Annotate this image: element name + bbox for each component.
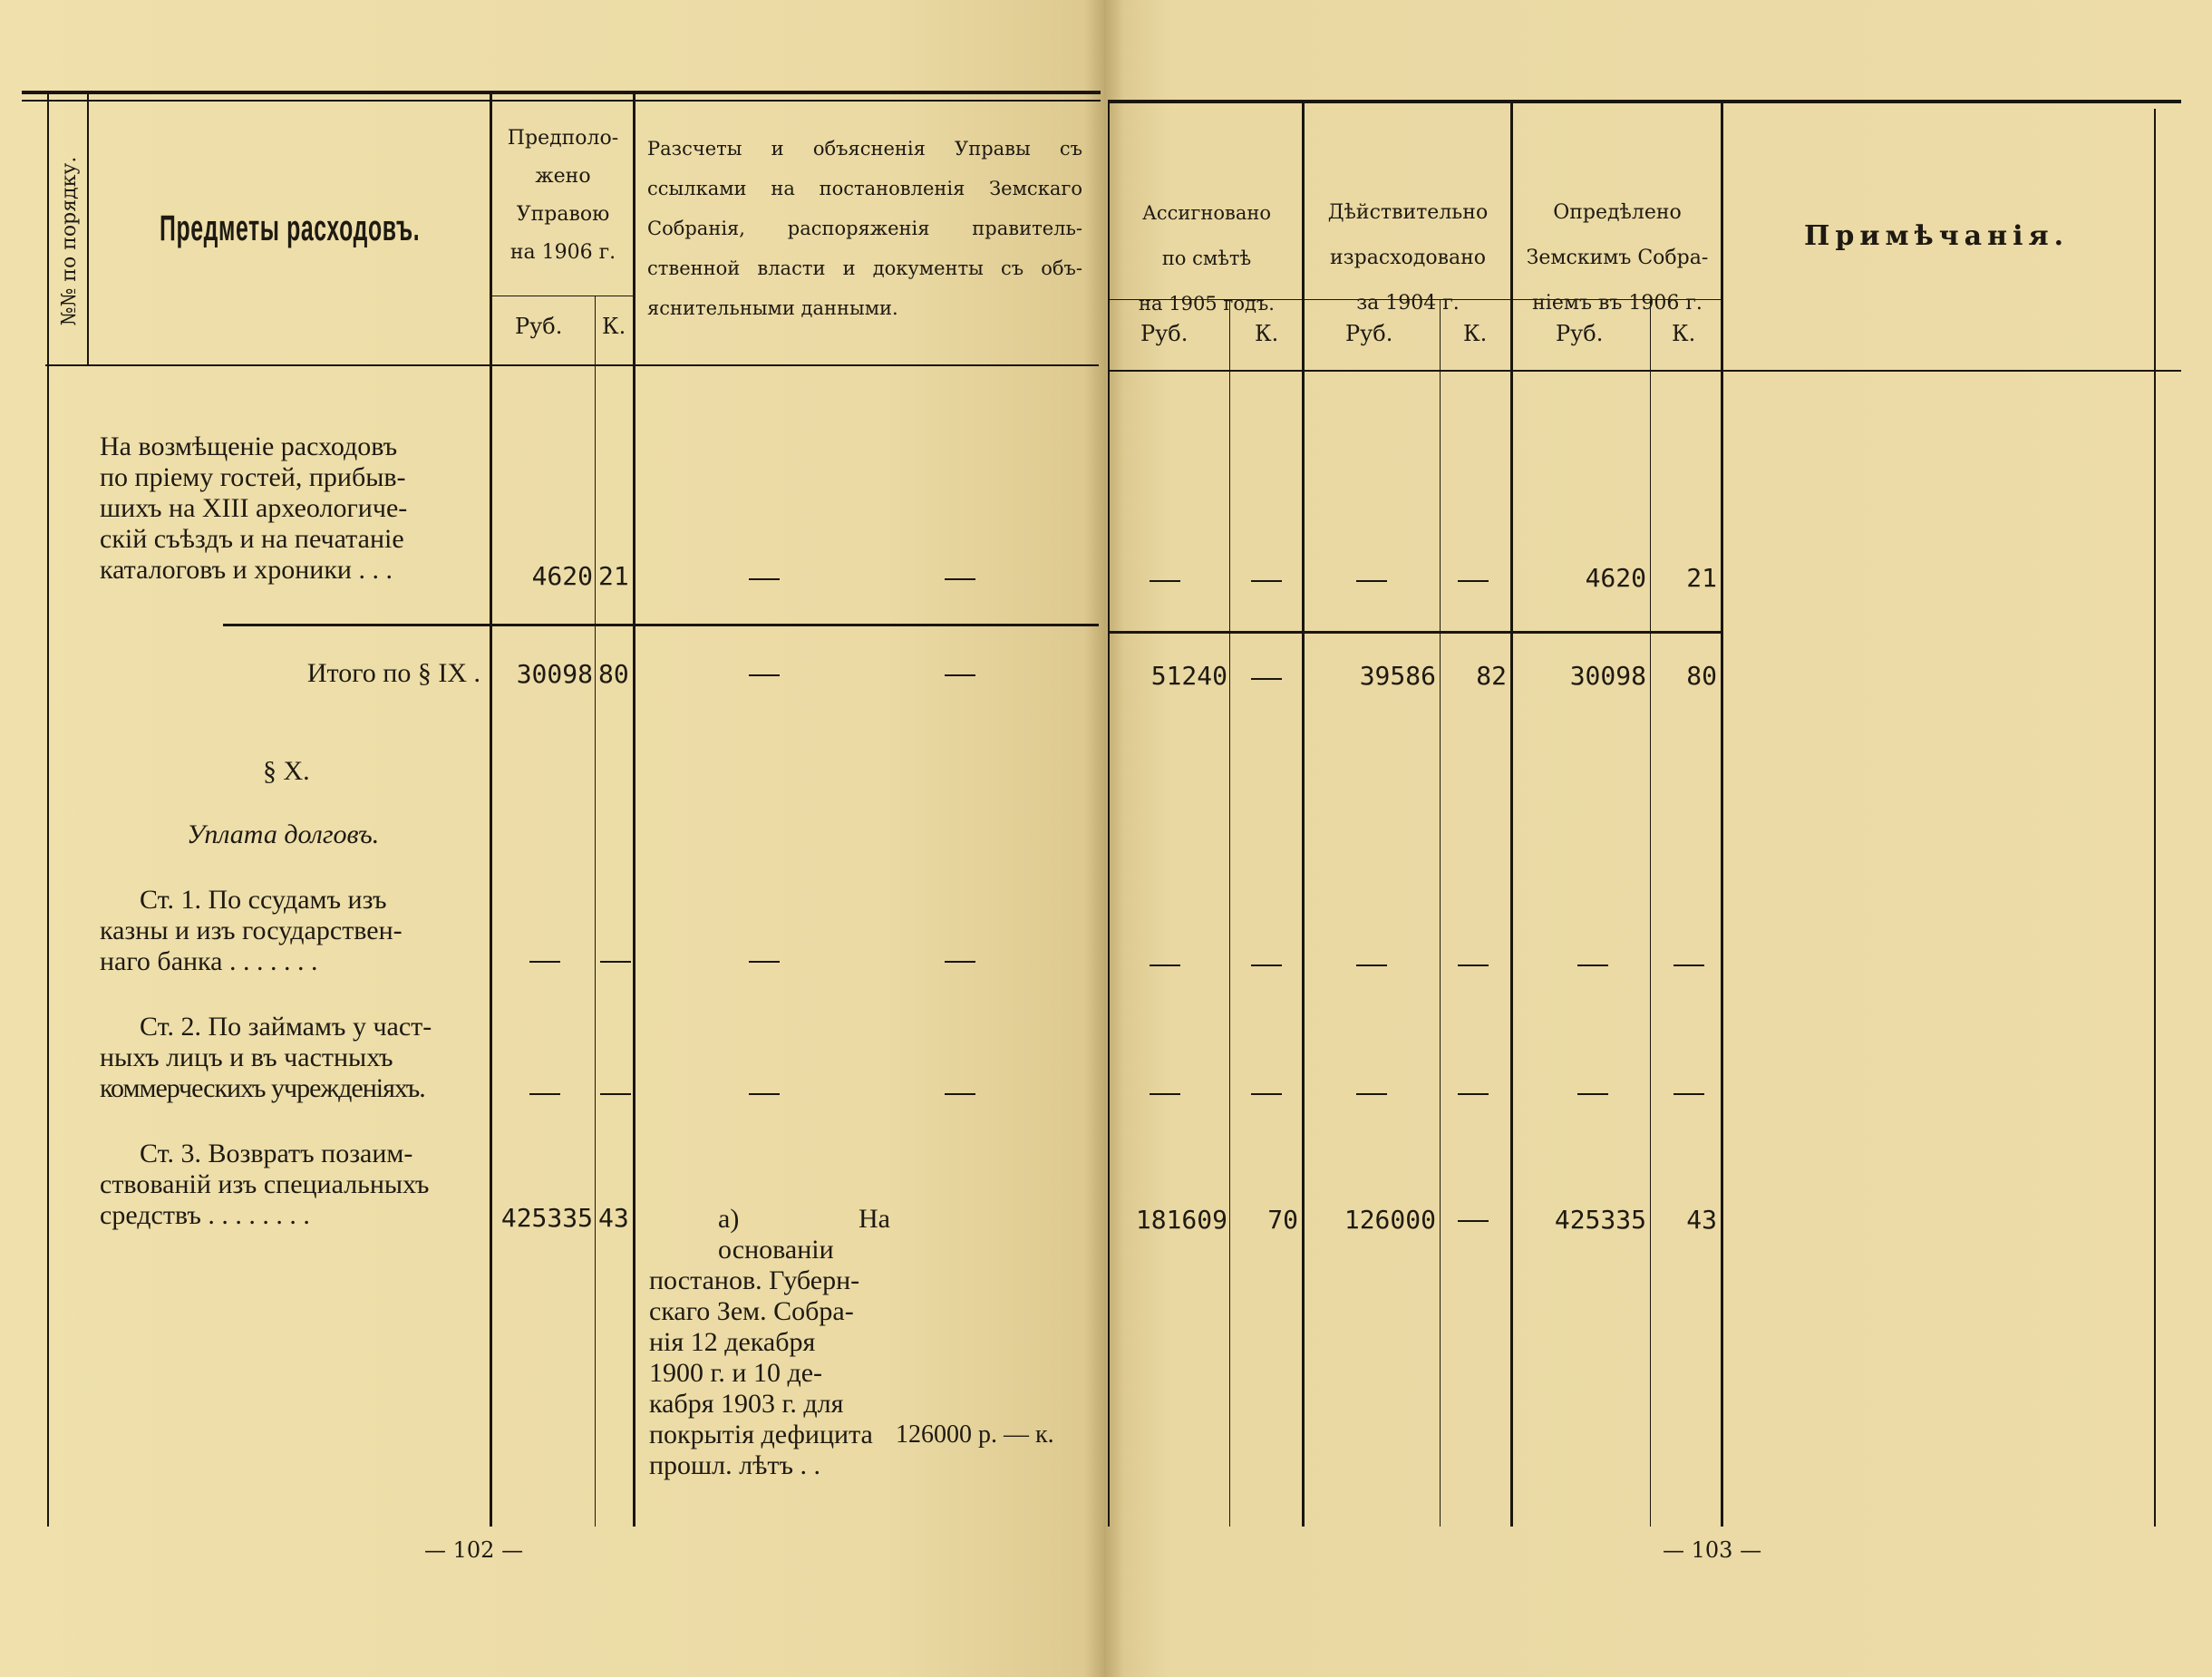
assigned-rub-header: Руб. bbox=[1140, 321, 1188, 346]
st1-text bbox=[100, 885, 480, 977]
reception-expl-dash-2 bbox=[945, 578, 975, 580]
st3-text bbox=[100, 1139, 490, 1231]
total-actual-rub: 39586 bbox=[1359, 661, 1436, 691]
total-separator-right bbox=[1108, 631, 1721, 634]
reception-line-4: скій съѣздъ и на печатаніе bbox=[100, 524, 404, 554]
notes-header: Примѣчанія. bbox=[1804, 220, 2070, 252]
st1-line-3: наго банка . . . . . . . bbox=[100, 946, 318, 976]
st2-text bbox=[100, 1012, 490, 1104]
st2-assigned-rub-dash bbox=[1150, 1093, 1180, 1095]
st2-proposed-rub-dash bbox=[529, 1093, 560, 1095]
section-title: § X. bbox=[263, 756, 310, 786]
st1-expl-dash-2 bbox=[945, 961, 975, 963]
st1-proposed-rub-dash bbox=[529, 961, 560, 963]
explanations-header-text: Разсчеты и объясненія Управы съ ссылками на постановленія Земскаго Собранія, распоряженія правитель-ственной власти и документы съ объ-яснительными данными. bbox=[647, 138, 1082, 319]
vrule-proposed-kop bbox=[595, 296, 596, 1527]
reception-line-5: каталоговъ и хроники . . . bbox=[100, 555, 393, 585]
reception-text bbox=[100, 431, 480, 586]
vrule-num-col bbox=[87, 94, 89, 366]
total-assigned-rub: 51240 bbox=[1150, 661, 1227, 691]
determined-kop-header: К. bbox=[1672, 321, 1696, 346]
header-bottom-rule-right bbox=[1108, 370, 2181, 372]
st2-expl-dash-1 bbox=[749, 1093, 780, 1095]
st3-expl-line-6: кабря 1903 г. для bbox=[649, 1389, 844, 1419]
st3-line-1: Ст. 3. Возвратъ позаим- bbox=[140, 1139, 413, 1168]
st3-actual-kop-dash bbox=[1458, 1220, 1489, 1222]
page-number-right: — 103 — bbox=[1663, 1537, 1762, 1563]
st3-expl-line-4: нія 12 декабря bbox=[649, 1327, 816, 1357]
st1-assigned-rub-dash bbox=[1150, 965, 1180, 966]
total-label: Итого по § IX . bbox=[306, 658, 480, 688]
st2-line-3: коммерческихъ учрежденіяхъ. bbox=[100, 1073, 425, 1103]
st1-determined-kop-dash bbox=[1674, 965, 1704, 966]
total-determined-kop: 80 bbox=[1686, 661, 1717, 691]
proposed-rub-header: Руб. bbox=[515, 314, 563, 339]
reception-actual-kop-dash bbox=[1458, 580, 1489, 582]
vrule-assigned bbox=[1302, 100, 1305, 1527]
st1-actual-kop-dash bbox=[1458, 965, 1489, 966]
vrule-subjects bbox=[490, 94, 492, 1527]
st1-assigned-kop-dash bbox=[1251, 965, 1282, 966]
total-expl-dash-2 bbox=[945, 674, 975, 676]
vrule-left-outer bbox=[47, 94, 49, 1527]
reception-determined-rub: 4620 bbox=[1585, 563, 1646, 593]
reception-proposed-rub: 4620 bbox=[531, 561, 593, 591]
reception-determined-kop: 21 bbox=[1686, 563, 1717, 593]
st1-expl-dash-1 bbox=[749, 961, 780, 963]
header-bottom-rule-left bbox=[45, 364, 1099, 366]
total-proposed-kop: 80 bbox=[598, 659, 629, 689]
st1-line-2: казны и изъ государствен- bbox=[100, 916, 403, 945]
vrule-determined-kop bbox=[1650, 299, 1651, 1527]
reception-actual-rub-dash bbox=[1356, 580, 1387, 582]
st3-expl-line-2: постанов. Губерн- bbox=[649, 1265, 860, 1295]
reception-line-2: по пріему гостей, прибыв- bbox=[100, 462, 406, 492]
reception-line-3: шихъ на XIII археологиче- bbox=[100, 493, 408, 523]
actual-header-text: Дѣйствительно израсходовано за 1904 г. bbox=[1327, 201, 1489, 315]
top-rule-right bbox=[1108, 100, 2181, 103]
total-proposed-rub: 30098 bbox=[516, 659, 593, 689]
determined-header bbox=[1514, 145, 1721, 326]
proposed-header-line: Предполо- жено Управою на 1906 г. bbox=[507, 127, 619, 264]
vrule-actual-kop bbox=[1440, 299, 1441, 1527]
st3-assigned-rub: 181609 bbox=[1135, 1205, 1227, 1235]
st3-line-2: ствованій изъ специальныхъ bbox=[100, 1169, 430, 1199]
num-col-header: №№ по порядку. bbox=[58, 156, 81, 326]
st2-determined-rub-dash bbox=[1577, 1093, 1608, 1095]
st3-expl-line-8: прошл. лѣтъ . . bbox=[649, 1450, 821, 1480]
st2-line-1: Ст. 2. По займамъ у част- bbox=[140, 1012, 432, 1042]
st3-explanation-amount: 126000 р. — к. bbox=[896, 1420, 1054, 1449]
top-rule-left bbox=[22, 91, 1101, 94]
st1-determined-rub-dash bbox=[1577, 965, 1608, 966]
vrule-right-inner bbox=[1108, 100, 1110, 1527]
st3-proposed-rub: 425335 bbox=[500, 1203, 593, 1233]
st2-actual-kop-dash bbox=[1458, 1093, 1489, 1095]
top-rule-left-thin bbox=[22, 100, 1101, 102]
st3-explanation bbox=[649, 1204, 890, 1481]
st3-expl-line-3: скаго Зем. Собра- bbox=[649, 1296, 854, 1326]
total-actual-kop: 82 bbox=[1476, 661, 1507, 691]
st3-line-3: средствъ . . . . . . . . bbox=[100, 1200, 310, 1230]
st2-actual-rub-dash bbox=[1356, 1093, 1387, 1095]
st1-proposed-kop-dash bbox=[600, 961, 631, 963]
total-separator-left bbox=[223, 624, 1099, 626]
st3-determined-rub: 425335 bbox=[1554, 1205, 1646, 1235]
st3-actual-rub: 126000 bbox=[1344, 1205, 1436, 1235]
st2-assigned-kop-dash bbox=[1251, 1093, 1282, 1095]
determined-rub-header: Руб. bbox=[1556, 321, 1604, 346]
proposed-header bbox=[493, 120, 633, 272]
reception-line-1: На возмѣщеніе расходовъ bbox=[100, 431, 398, 461]
proposed-kop-header: К. bbox=[602, 314, 626, 339]
st3-expl-line-1: а) На основаніи bbox=[718, 1204, 890, 1265]
reception-assigned-rub-dash bbox=[1150, 580, 1180, 582]
total-assigned-kop-dash bbox=[1251, 678, 1282, 680]
st2-determined-kop-dash bbox=[1674, 1093, 1704, 1095]
vrule-determined bbox=[1721, 100, 1723, 1527]
vrule-assigned-kop bbox=[1229, 299, 1230, 1527]
reception-proposed-kop: 21 bbox=[598, 561, 629, 591]
st3-determined-kop: 43 bbox=[1686, 1205, 1717, 1235]
actual-header bbox=[1305, 145, 1510, 326]
actual-rub-header: Руб. bbox=[1345, 321, 1393, 346]
st2-proposed-kop-dash bbox=[600, 1093, 631, 1095]
vrule-actual bbox=[1510, 100, 1513, 1527]
total-determined-rub: 30098 bbox=[1569, 661, 1646, 691]
reception-expl-dash-1 bbox=[749, 578, 780, 580]
determined-header-text: Опредѣлено Земскимъ Собра- ніемъ въ 1906 г. bbox=[1526, 201, 1709, 315]
explanations-header bbox=[647, 129, 1082, 328]
page-number-left: — 102 — bbox=[424, 1537, 524, 1563]
section-subtitle: Уплата долговъ. bbox=[187, 819, 380, 849]
st3-proposed-kop: 43 bbox=[598, 1203, 629, 1233]
actual-kop-header: К. bbox=[1463, 321, 1488, 346]
st2-line-2: ныхъ лицъ и въ частныхъ bbox=[100, 1042, 393, 1072]
st3-expl-line-5: 1900 г. и 10 де- bbox=[649, 1358, 823, 1388]
st1-actual-rub-dash bbox=[1356, 965, 1387, 966]
vrule-right-outer bbox=[2154, 109, 2156, 1527]
st1-line-1: Ст. 1. По ссудамъ изъ bbox=[140, 885, 387, 915]
reception-assigned-kop-dash bbox=[1251, 580, 1282, 582]
assigned-header bbox=[1111, 145, 1302, 326]
st2-expl-dash-2 bbox=[945, 1093, 975, 1095]
assigned-kop-header: К. bbox=[1255, 321, 1279, 346]
subjects-header: Предметы расходовъ. bbox=[160, 208, 421, 248]
assigned-header-text: Ассигновано по смѣтѣ на 1905 годъ. bbox=[1139, 202, 1275, 315]
total-expl-dash-1 bbox=[749, 674, 780, 676]
vrule-proposed bbox=[633, 94, 635, 1527]
st3-expl-line-7: покрытія дефицита bbox=[649, 1420, 873, 1449]
st3-assigned-kop: 70 bbox=[1267, 1205, 1298, 1235]
